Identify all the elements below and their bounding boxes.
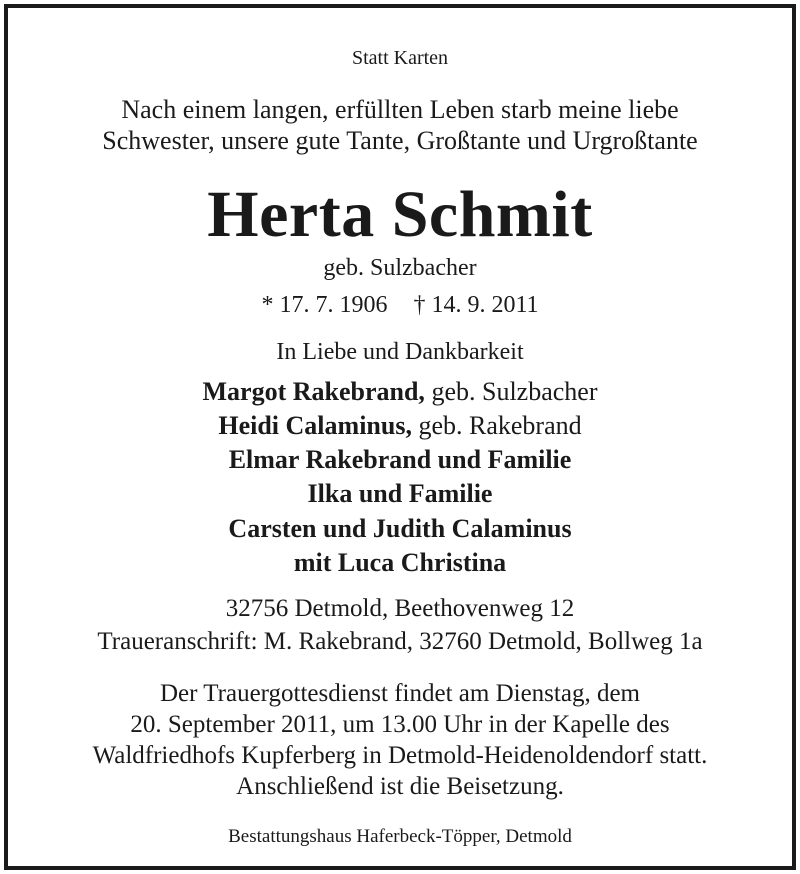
address-line-1: 32756 Detmold, Beethovenweg 12 xyxy=(225,595,575,622)
mourner-name: Ilka und Familie xyxy=(307,479,493,508)
mourner-name: Heidi Calaminus, xyxy=(218,411,412,440)
death-date: † 14. 9. 2011 xyxy=(413,292,539,318)
service-line-2: 20. September 2011, um 13.00 Uhr in der Kapelle des xyxy=(130,711,670,738)
address-line-2: Traueranschrift: M. Rakebrand, 32760 Detmold, Bollweg 1a xyxy=(97,628,703,655)
statt-karten-label: Statt Karten xyxy=(351,47,449,69)
mourner-line xyxy=(8,444,792,475)
mourners-intro: In Liebe und Dankbarkeit xyxy=(276,339,524,365)
mourner-name: Margot Rakebrand, xyxy=(202,377,425,406)
intro-line-1: Nach einem langen, erfüllten Leben starb meine liebe xyxy=(121,95,679,124)
mourner-line xyxy=(8,410,792,441)
mourner-name: Elmar Rakebrand und Familie xyxy=(228,445,572,474)
mourner-line xyxy=(8,513,792,544)
mourner-name: mit Luca Christina xyxy=(293,548,507,577)
mourner-suffix: geb. Sulzbacher xyxy=(424,377,598,406)
service-line-4: Anschließend ist die Beisetzung. xyxy=(236,773,564,800)
service-line-3: Waldfriedhofs Kupferberg in Detmold-Heidenoldendorf statt. xyxy=(92,742,708,769)
deceased-name: Herta Schmit xyxy=(207,178,593,251)
service-line-1: Der Trauergottesdienst findet am Dienstag, dem xyxy=(159,680,640,707)
intro-line-2: Schwester, unsere gute Tante, Großtante und Urgroßtante xyxy=(102,126,698,155)
mourner-name: Carsten und Judith Calaminus xyxy=(228,514,572,543)
obituary-notice xyxy=(4,4,796,870)
life-dates xyxy=(8,291,792,319)
funeral-home: Bestattungshaus Haferbeck-Töpper, Detmold xyxy=(228,826,572,847)
mourner-line xyxy=(8,478,792,509)
deceased-birth-name: geb. Sulzbacher xyxy=(323,255,477,281)
mourner-line xyxy=(8,376,792,407)
mourner-line xyxy=(8,547,792,578)
mourner-suffix: geb. Rakebrand xyxy=(411,411,582,440)
birth-date: * 17. 7. 1906 xyxy=(261,292,388,318)
